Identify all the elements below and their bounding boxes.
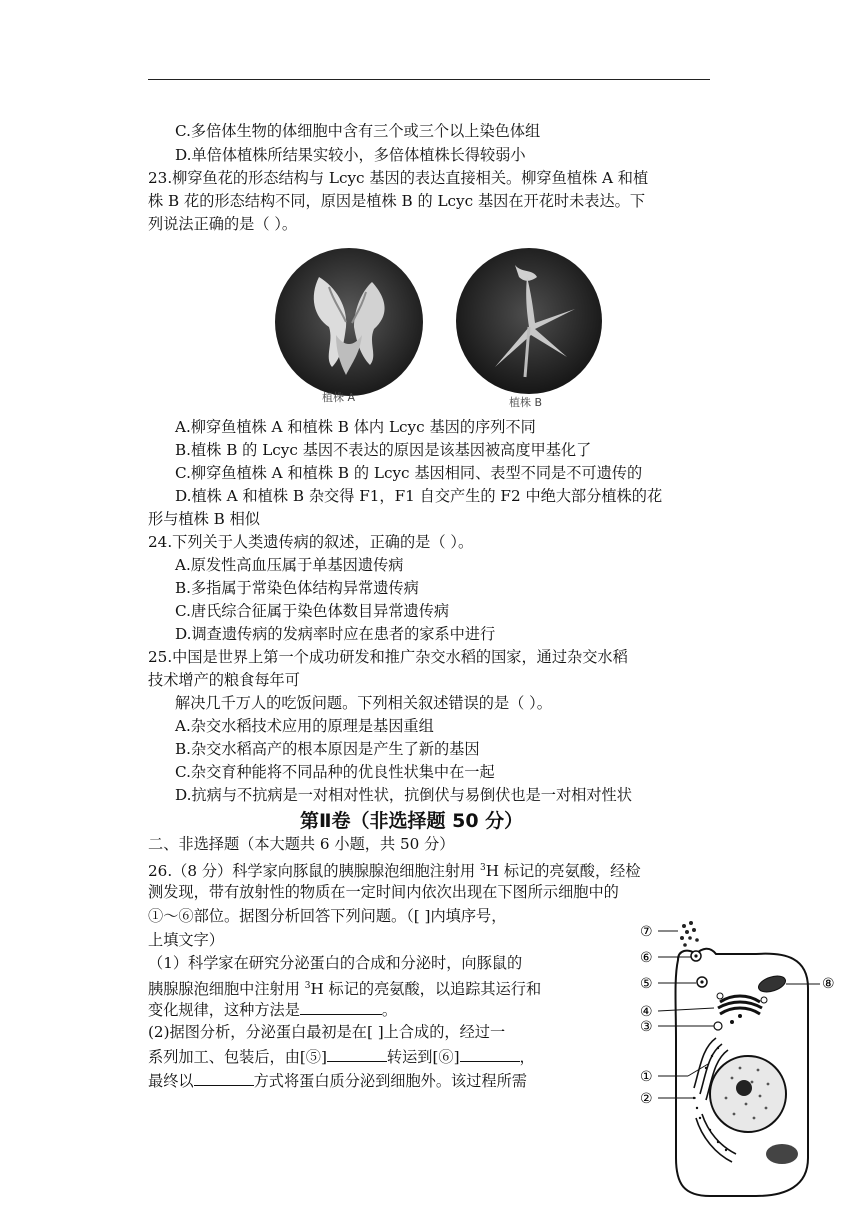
section-title: 第Ⅱ卷（非选择题 50 分）: [300, 810, 524, 832]
header-rule: [148, 79, 710, 80]
cell-label: ⑦: [640, 924, 653, 940]
q25-option-c: C.杂交育种能将不同品种的优良性状集中在一起: [175, 763, 495, 781]
q26-part2-line2: 系列加工、包装后，由[⑤] 转运到[⑥] ，: [148, 1048, 535, 1066]
q23-stem-line3: 列说法正确的是（ ）。: [148, 215, 298, 233]
q24-stem: 24.下列关于人类遗传病的叙述，正确的是（ ）。: [148, 533, 474, 551]
cell-diagram: [636, 918, 846, 1202]
flower-caption-a: 植株 A: [322, 391, 356, 404]
flower-photo-a: [274, 247, 424, 397]
cell-label: ③: [640, 1019, 653, 1035]
q25-option-b: B.杂交水稻高产的根本原因是产生了新的基因: [175, 740, 480, 758]
q23-option-b: B.植株 B 的 Lcyc 基因不表达的原因是该基因被高度甲基化了: [175, 441, 592, 459]
q26-part2-line1: (2)据图分析，分泌蛋白最初是在[ ]上合成的，经过一: [148, 1023, 506, 1041]
q23-option-a: A.柳穿鱼植株 A 和植株 B 体内 Lcyc 基因的序列不同: [175, 418, 536, 436]
q26-stem-line2: 测发现，带有放射性的物质在一定时间内依次出现在下图所示细胞中的: [148, 883, 619, 901]
q26-part1-line1: （1）科学家在研究分泌蛋白的合成和分泌时，向豚鼠的: [148, 954, 523, 972]
cell-label: ⑤: [640, 976, 653, 992]
q26-stem-line4: 上填文字）: [148, 931, 224, 949]
cell-label: ⑥: [640, 950, 653, 966]
cell-label: ①: [640, 1069, 653, 1085]
q23-stem-line1: 23.柳穿鱼花的形态结构与 Lcyc 基因的表达直接相关。柳穿鱼植株 A 和植: [148, 169, 649, 187]
part2-heading: 二、非选择题（本大题共 6 小题，共 50 分）: [148, 835, 455, 853]
q25-option-a: A.杂交水稻技术应用的原理是基因重组: [175, 717, 434, 735]
q24-option-c: C.唐氏综合征属于染色体数目异常遗传病: [175, 602, 450, 620]
q22-option-d: D.单倍体植株所结果实较小，多倍体植株长得较弱小: [175, 146, 526, 164]
answer-blank[interactable]: [460, 1046, 520, 1062]
q24-option-d: D.调查遗传病的发病率时应在患者的家系中进行: [175, 625, 496, 643]
q23-option-c: C.柳穿鱼植株 A 和植株 B 的 Lcyc 基因相同、表型不同是不可遗传的: [175, 464, 643, 482]
answer-blank[interactable]: [194, 1070, 254, 1086]
q24-option-a: A.原发性高血压属于单基因遗传病: [175, 556, 404, 574]
flower-caption-b: 植株 B: [509, 396, 543, 409]
q23-stem-line2: 株 B 花的形态结构不同，原因是植株 B 的 Lcyc 基因在开花时未表达。下: [148, 192, 646, 210]
q26-part1-line2: 胰腺腺泡细胞中注射用 $^3$H 标记的亮氨酸，以追踪其运行和: [148, 980, 542, 998]
q25-option-d: D.抗病与不抗病是一对相对性状，抗倒伏与易倒伏也是一对相对性状: [175, 786, 632, 804]
cell-label: ⑧: [822, 976, 835, 992]
q25-stem-line3: 解决几千万人的吃饭问题。下列相关叙述错误的是（ ）。: [175, 694, 552, 712]
flower-photo-b: [455, 247, 603, 395]
q25-stem-line1: 25.中国是世界上第一个成功研发和推广杂交水稻的国家，通过杂交水稻: [148, 648, 628, 666]
q25-stem-line2: 技术增产的粮食每年可: [148, 671, 300, 689]
q24-option-b: B.多指属于常染色体结构异常遗传病: [175, 579, 419, 597]
q26-part1-line3: 变化规律，这种方法是 。: [148, 1001, 398, 1019]
cell-label: ②: [640, 1091, 653, 1107]
q26-stem-line1: 26.（8 分）科学家向豚鼠的胰腺腺泡细胞注射用 $^3$H 标记的亮氨酸，经检: [148, 862, 641, 880]
q26-stem-line3: ①～⑥部位。据图分析回答下列问题。（[ ]内填序号，: [148, 907, 507, 925]
q23-option-d-line1: D.植株 A 和植株 B 杂交得 F1，F1 自交产生的 F2 中绝大部分植株的花: [175, 487, 663, 505]
q22-option-c: C.多倍体生物的体细胞中含有三个或三个以上染色体组: [175, 122, 541, 140]
q26-part2-line3: 最终以 方式将蛋白质分泌到细胞外。该过程所需: [148, 1072, 527, 1090]
q23-option-d-line2: 形与植株 B 相似: [148, 510, 260, 528]
cell-label: ④: [640, 1004, 653, 1020]
answer-blank[interactable]: [327, 1046, 387, 1062]
answer-blank[interactable]: [300, 999, 382, 1015]
